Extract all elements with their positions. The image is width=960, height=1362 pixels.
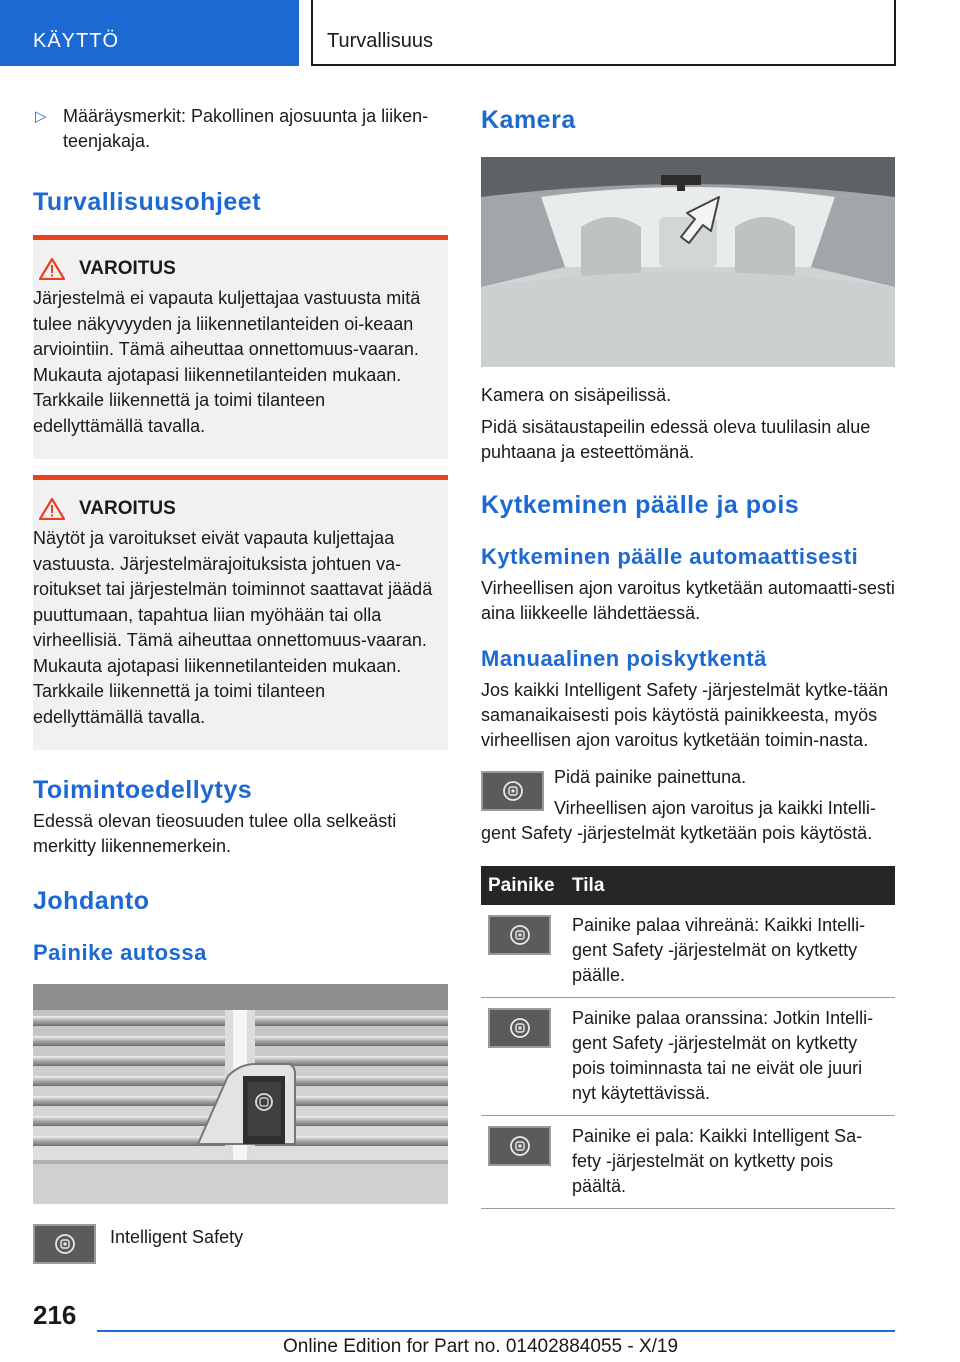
right-column (481, 96, 895, 1209)
intelligent-safety-icon (509, 1017, 531, 1039)
heading-manual-off: Manuaalinen poiskytkentä (481, 646, 767, 671)
intelligent-safety-icon (502, 780, 524, 802)
warning-title: VAROITUS (79, 258, 176, 279)
intelligent-safety-button-image (488, 1008, 551, 1048)
auto-on-text: Virheellisen ajon varoitus kytketään automaatti-sesti aina liikkeelle lähdettäessä. (481, 578, 895, 623)
heading-intro: Johdanto (33, 887, 150, 915)
triangle-bullet-icon: ▷ (35, 108, 47, 125)
intelligent-safety-button-image (481, 771, 544, 811)
table-row (481, 1116, 895, 1209)
warning-text: Järjestelmä ei vapauta kuljettajaa vastuusta mitä tulee näkyvyyden ja liikennetilanteiden oi-keaan arviointiin. Tämä aiheuttaa onnettomuus-vaaran. Mukauta ajotapasi liikennetilanteiden mukaan. Tarkkaile liikennettä ja toimi tilanteen edellyttämällä tavalla. (33, 288, 421, 436)
intelligent-safety-icon (509, 924, 531, 946)
heading-on-off: Kytkeminen päälle ja pois (481, 491, 800, 519)
warning-triangle-icon (39, 498, 65, 520)
warning-text: Näytöt ja varoitukset eivät vapauta kuljettajaa vastuusta. Järjestelmärajoituksista johtuen va-roitukset tai järjestelmän toiminnot saattavat jäädä puuttumaan, tapahtua liian myöhään tai olla virheellisiä. Tämä aiheuttaa onnettomuus-vaaran. Mukauta ajotapasi liikennetilanteiden mukaan. Tarkkaile liikennettä ja toimi tilanteen edellyttämällä tavalla. (33, 528, 433, 727)
intelligent-safety-icon (509, 1135, 531, 1157)
hold-text: Pidä painike painettuna. (554, 767, 747, 787)
camera-clean-text: Pidä sisätaustapeilin edessä oleva tuulilasin alue puhtaana ja esteettömänä. (481, 417, 871, 462)
camera-location-text: Kamera on sisäpeilissä. (481, 385, 672, 405)
heading-camera: Kamera (481, 106, 576, 134)
warning-title: VAROITUS (79, 498, 176, 519)
footer-rule (97, 1330, 895, 1332)
table-cell-state: Painike ei pala: Kaikki Intelligent Sa-fety -järjestelmät on kytketty pois päältä. (565, 1116, 895, 1209)
camera-photo (481, 157, 895, 367)
intelligent-safety-button-image (488, 1126, 551, 1166)
heading-safety: Turvallisuusohjeet (33, 188, 262, 216)
topic-label: Turvallisuus (327, 30, 433, 52)
hold-instruction (481, 765, 895, 846)
section-tab (0, 0, 299, 66)
manual-off-text: Jos kaikki Intelligent Safety -järjestelmät kytke-tään samanaikaisesti pois käytöstä painikkeesta, myös virheellisen ajon varoitus kytketään toimin-nasta. (481, 680, 889, 750)
table-cell-state: Painike palaa vihreänä: Kaikki Intelli-gent Safety -järjestelmät on kytketty päälle. (565, 905, 895, 998)
table-row (481, 998, 895, 1116)
intelligent-safety-icon (54, 1233, 76, 1255)
table-row (481, 905, 895, 998)
status-table (481, 866, 895, 1209)
heading-button-in-car: Painike autossa (33, 940, 207, 965)
table-header-state: Tila (565, 866, 895, 905)
hold-result-text: Virheellisen ajon varoitus ja kaikki Intelli-gent Safety -järjestelmät kytketään pois käytöstä. (481, 798, 876, 843)
requirements-text: Edessä olevan tieosuuden tulee olla selkeästi merkitty liikennemerkein. (33, 811, 397, 856)
warning-box-1 (33, 235, 448, 459)
warning-box-2 (33, 475, 448, 750)
table-cell-state: Painike palaa oranssina: Jotkin Intelli-gent Safety -järjestelmät on kytketty pois toiminnasta tai ne eivät ole juuri nyt käytettävissä. (565, 998, 895, 1116)
left-column (33, 96, 448, 1264)
icon-label: Intelligent Safety (110, 1227, 244, 1247)
section-label: KÄYTTÖ (33, 30, 120, 52)
table-header-button: Painike (481, 866, 565, 905)
topic-tab (311, 0, 896, 66)
heading-auto-on: Kytkeminen päälle automaattisesti (481, 544, 859, 569)
grille-photo (33, 984, 448, 1204)
footer-edition: Online Edition for Part no. 01402884055 - X/19 (283, 1336, 679, 1357)
list-item-text: Määräysmerkit: Pakollinen ajosuunta ja liiken-teenjakaja. (63, 106, 429, 151)
heading-requirements: Toimintoedellytys (33, 776, 253, 804)
list-item (33, 104, 448, 154)
intelligent-safety-button-image (33, 1224, 96, 1264)
page-number: 216 (33, 1300, 77, 1330)
warning-triangle-icon (39, 258, 65, 280)
intelligent-safety-button-image (488, 915, 551, 955)
